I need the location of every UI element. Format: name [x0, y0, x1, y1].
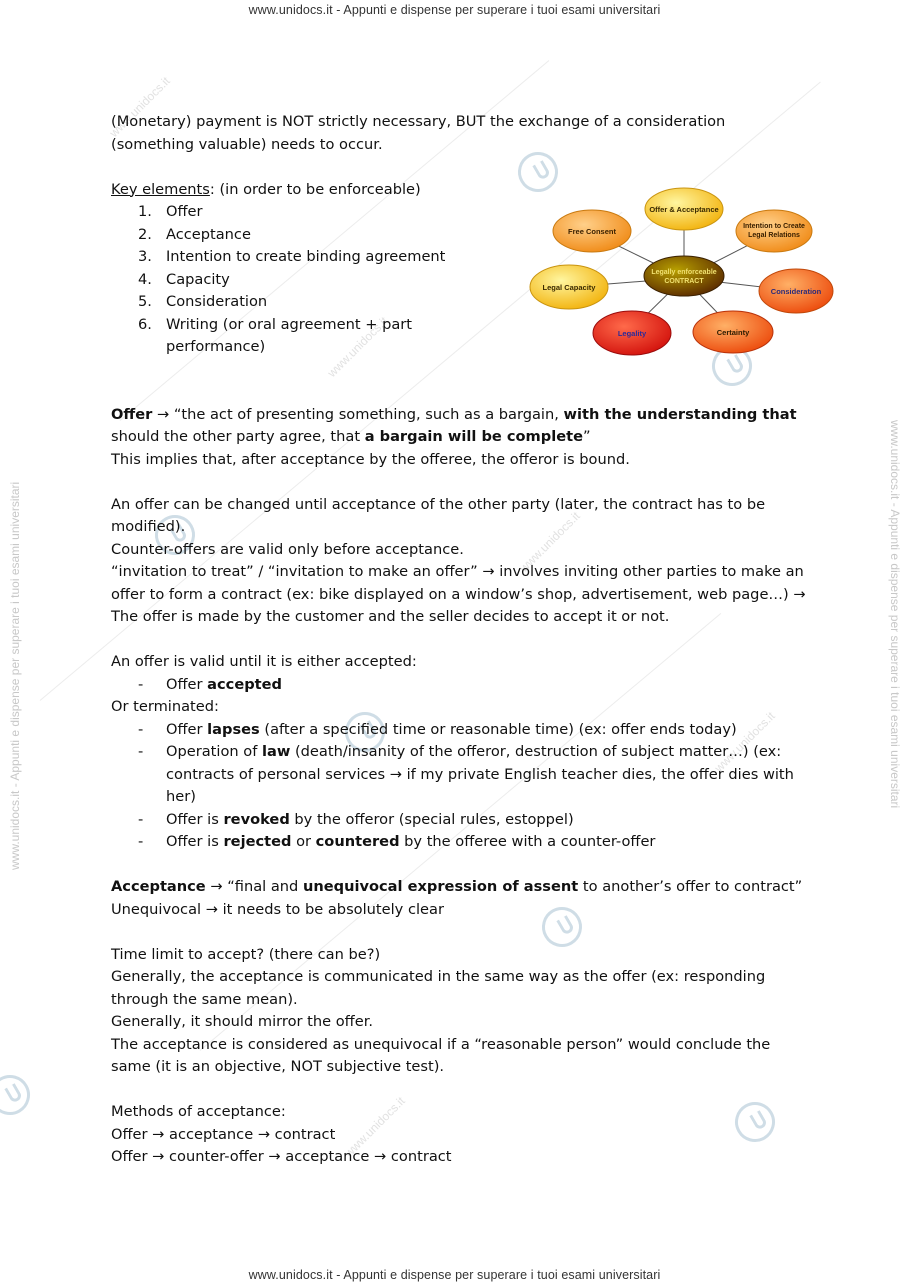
header-banner[interactable]: www.unidocs.it - Appunti e dispense per superare i tuoi esami universitari	[248, 3, 661, 17]
key-elements-list	[111, 201, 471, 359]
counter-offers: Counter-offers are valid only before acceptance.	[111, 540, 464, 558]
document-body	[111, 111, 811, 1169]
mirror-note: Generally, it should mirror the offer.	[111, 1013, 373, 1030]
list-item: 2. Acceptance	[138, 225, 251, 243]
svg-text:Free Consent: Free Consent	[568, 227, 616, 236]
key-elements-title: Key elements	[111, 180, 210, 198]
or-terminated: Or terminated:	[111, 698, 219, 715]
footer-banner[interactable]: www.unidocs.it - Appunti e dispense per superare i tuoi esami universitari	[248, 1268, 661, 1282]
methods-heading: Methods of acceptance:	[111, 1103, 286, 1120]
key-elements-heading	[111, 179, 811, 202]
svg-text:Legal Capacity: Legal Capacity	[542, 283, 596, 292]
list-item: 4. Capacity	[138, 270, 230, 288]
accepted-list	[111, 674, 811, 697]
side-watermark-right: www.unidocs.it - Appunti e dispense per superare i tuoi esami universitari	[888, 420, 902, 809]
svg-text:Certainty: Certainty	[716, 328, 750, 337]
side-watermark-left: www.unidocs.it - Appunti e dispense per superare i tuoi esami universitari	[8, 481, 22, 870]
diagonal-watermark: www.unidocs.it	[106, 73, 173, 141]
list-item: - Offer is revoked by the offeror (special rules, estoppel)	[138, 810, 574, 828]
diagonal-watermark: www.unidocs.it	[516, 508, 583, 576]
intro-line-2: (something valuable) needs to occur.	[111, 135, 383, 153]
list-item: - Offer lapses (after a specified time or reasonable time) (ex: offer ends today)	[138, 720, 737, 738]
intro-line-1: (Monetary) payment is NOT strictly necessary, BUT the exchange of a consideration	[111, 113, 726, 130]
reasonable-person-note: The acceptance is considered as unequivocal if a “reasonable person” would conclude the same (it is an objective, NOT subjective test).	[111, 1035, 771, 1075]
svg-text:Legal Relations: Legal Relations	[748, 232, 800, 239]
list-item: - Offer is rejected or countered by the offeree with a counter-offer	[138, 833, 656, 850]
svg-text:Consideration: Consideration	[770, 287, 822, 296]
list-item: 3. Intention to create binding agreement	[138, 248, 446, 265]
key-elements-note: : (in order to be enforceable)	[209, 180, 421, 198]
unequivocal-note: Unequivocal → it needs to be absolutely clear	[111, 900, 444, 918]
offer-definition: Offer → “the act of presenting something, such as a bargain, with the understanding that should the other party agree, that a bargain will be complete”	[111, 405, 797, 445]
diagonal-watermark: www.unidocs.it	[341, 1093, 408, 1161]
termination-list	[111, 719, 811, 854]
invitation-to-treat: “invitation to treat” / “invitation to make an offer” → involves inviting other parties to make an offer to form a contract (ex: bike displayed on a window’s shop, advertisement, web page…) → The offer is made by the customer and the seller decides to accept it or not.	[111, 563, 806, 625]
svg-text:Legally enforceable: Legally enforceable	[651, 269, 717, 276]
diagonal-watermark: www.unidocs.it	[324, 313, 391, 381]
list-item: - Operation of law (death/insanity of the offeror, destruction of subject matter…) (ex: contracts of personal services → if my private English teacher dies, the offer dies with her)	[138, 743, 794, 805]
diagonal-watermark: www.unidocs.it	[711, 708, 778, 776]
svg-text:Intention to Create: Intention to Create	[743, 223, 805, 230]
unidocs-logo-icon	[0, 1068, 37, 1123]
offer-change: An offer can be changed until acceptance of the other party (later, the contract has to be modified).	[111, 495, 766, 535]
list-item: 1. Offer	[138, 203, 203, 220]
offer-implication: This implies that, after acceptance by the offeree, the offeror is bound.	[111, 450, 630, 468]
method-1: Offer → acceptance → contract	[111, 1125, 336, 1143]
svg-text:Legality: Legality	[617, 329, 647, 338]
list-item: - Offer accepted	[138, 675, 282, 693]
list-item: 5. Consideration	[138, 293, 268, 310]
time-limit: Time limit to accept? (there can be?)	[111, 945, 381, 963]
svg-text:Offer & Acceptance: Offer & Acceptance	[649, 205, 719, 214]
svg-text:CONTRACT: CONTRACT	[664, 278, 704, 285]
acceptance-definition: Acceptance → “final and unequivocal expression of assent to another’s offer to contract”	[111, 878, 803, 895]
list-item: 6. Writing (or oral agreement + part performance)	[138, 315, 413, 355]
communication-note: Generally, the acceptance is communicated in the same way as the offer (ex: responding through the same mean).	[111, 968, 766, 1008]
method-2: Offer → counter-offer → acceptance → contract	[111, 1148, 452, 1165]
validity-intro: An offer is valid until it is either accepted:	[111, 653, 417, 670]
